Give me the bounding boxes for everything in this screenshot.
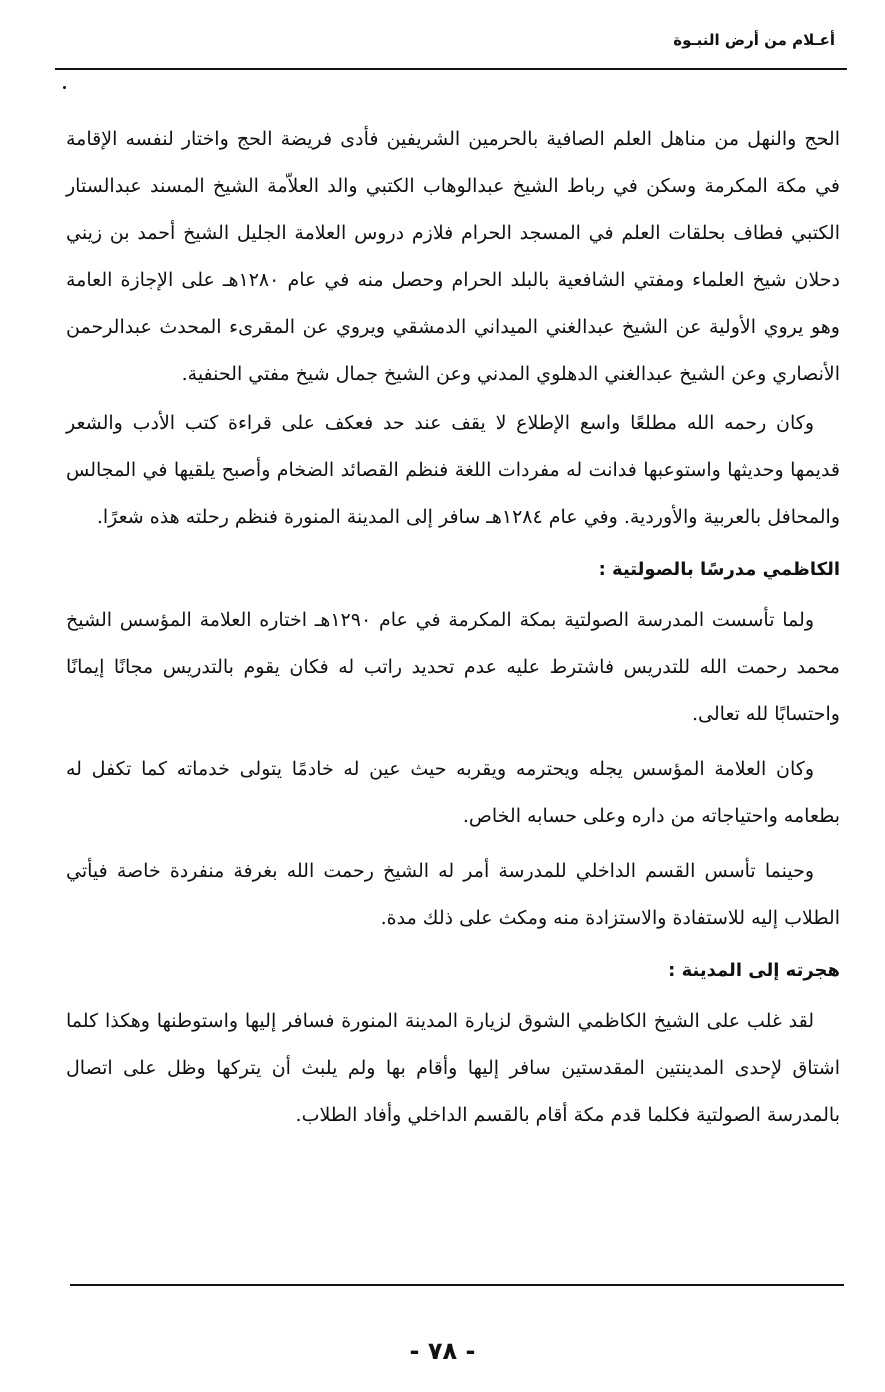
- section-heading-teaching: الكاظمي مدرسًا بالصولتية :: [598, 559, 840, 580]
- paragraph-saulatia-founding: ولما تأسست المدرسة الصولتية بمكة المكرمة في عام ١٢٩٠هـ اختاره العلامة المؤسس الشيخ محمد رحمت الله للتدريس فاشترط عليه عدم تحديد راتب له فكان يقوم بالتدريس مجانًا إيمانًا واحتسابًا لله تعالى.: [66, 609, 840, 725]
- footer-divider: [70, 1284, 844, 1286]
- paragraph-literary-study: وكان رحمه الله مطلعًا واسع الإطلاع لا يقف عند حد فعكف على قراءة كتب الأدب والشعر قديمها وحديثها واستوعبها فدانت له مفردات اللغة فنظم القصائد الضخام وأصبح يلقيها في المجالس والمحافل بالعربية والأوردية. وفي عام ١٢٨٤هـ سافر إلى المدينة المنورة فنظم رحلته هذه شعرًا.: [66, 412, 840, 528]
- page-number: - ٧٨ -: [409, 1337, 476, 1365]
- section-heading-migration: هجرته إلى المدينة :: [668, 960, 840, 981]
- running-header-book-title: أعـلام من أرض النبـوة: [673, 31, 835, 49]
- paragraph-migration: لقد غلب على الشيخ الكاظمي الشوق لزيارة المدينة المنورة فسافر إليها واستوطنها وهكذا كلما اشتاق لإحدى المدينتين المقدستين سافر إليها وأقام بها ولم يلبث أن يتركها وظل على اتصال بالمدرسة الصولتية فكلما قدم مكة أقام بالقسم الداخلي وأفاد الطلاب.: [66, 1010, 840, 1126]
- paragraph-founder-respect: وكان العلامة المؤسس يجله ويحترمه ويقربه حيث عين له خادمًا يتولى خدماته كما تكفل له بطعامه واحتياجاته من داره وعلى حسابه الخاص.: [66, 758, 840, 827]
- main-text: [66, 116, 840, 1139]
- paragraph-continuation: الحج والنهل من مناهل العلم الصافية بالحرمين الشريفين فأدى فريضة الحج واختار لنفسه الإقامة في مكة المكرمة وسكن في رباط الشيخ عبدالوهاب الكتبي والد العلاّمة الشيخ المسند عبدالستار الكتبي فطاف بحلقات العلم في المسجد الحرام فلازم دروس العلامة الجليل الشيخ أحمد بن زيني دحلان شيخ العلماء ومفتي الشافعية بالبلد الحرام وحصل منه في عام ١٢٨٠هـ على الإجازة العامة وهو يروي الأولية عن الشيخ عبدالغني الميداني الدمشقي ويروي عن المقرىء المحدث عبدالرحمن الأنصاري وعن الشيخ عبدالغني الدهلوي المدني وعن الشيخ جمال شيخ مفتي الحنفية.: [66, 128, 840, 385]
- header-divider: [55, 68, 847, 70]
- page-mark-dot: [63, 86, 66, 89]
- paragraph-private-room: وحينما تأسس القسم الداخلي للمدرسة أمر له الشيخ رحمت الله بغرفة منفردة خاصة فيأتي الطلاب إليه للاستفادة والاستزادة منه ومكث على ذلك مدة.: [66, 860, 840, 929]
